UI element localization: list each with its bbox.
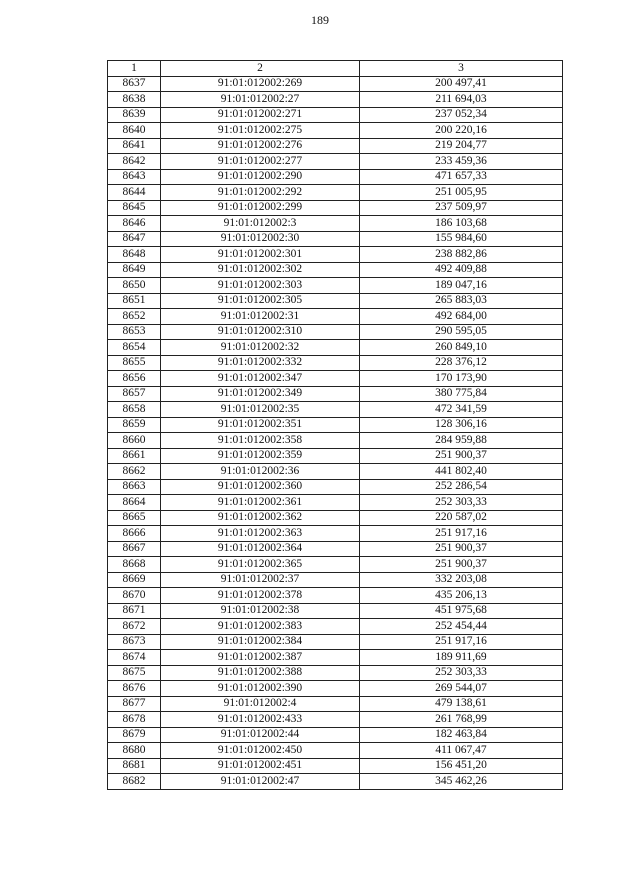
cadastral-number-cell: 91:01:012002:349: [161, 386, 360, 402]
row-number-cell: 8646: [108, 216, 161, 232]
cadastral-number-cell: 91:01:012002:364: [161, 541, 360, 557]
table-row: [108, 526, 563, 542]
row-number-cell: 8661: [108, 448, 161, 464]
value-cell: 200 497,41: [360, 76, 563, 92]
table-row: [108, 309, 563, 325]
cadastral-number-cell: 91:01:012002:277: [161, 154, 360, 170]
value-cell: 290 595,05: [360, 324, 563, 340]
row-number-cell: 8651: [108, 293, 161, 309]
value-cell: 220 587,02: [360, 510, 563, 526]
value-cell: 284 959,88: [360, 433, 563, 449]
table-row: [108, 200, 563, 216]
cadastral-number-cell: 91:01:012002:433: [161, 712, 360, 728]
row-number-cell: 8677: [108, 696, 161, 712]
cadastral-number-cell: 91:01:012002:302: [161, 262, 360, 278]
value-cell: 252 286,54: [360, 479, 563, 495]
row-number-cell: 8674: [108, 650, 161, 666]
table-row: [108, 557, 563, 573]
row-number-cell: 8667: [108, 541, 161, 557]
table-row: [108, 510, 563, 526]
table-row: [108, 216, 563, 232]
value-cell: 252 303,33: [360, 665, 563, 681]
table-row: [108, 464, 563, 480]
cadastral-number-cell: 91:01:012002:4: [161, 696, 360, 712]
row-number-cell: 8639: [108, 107, 161, 123]
row-number-cell: 8676: [108, 681, 161, 697]
table-header-row: [108, 61, 563, 77]
value-cell: 435 206,13: [360, 588, 563, 604]
row-number-cell: 8640: [108, 123, 161, 139]
row-number-cell: 8665: [108, 510, 161, 526]
cadastral-number-cell: 91:01:012002:269: [161, 76, 360, 92]
cadastral-number-cell: 91:01:012002:365: [161, 557, 360, 573]
table-row: [108, 588, 563, 604]
table-row: [108, 727, 563, 743]
value-cell: 251 005,95: [360, 185, 563, 201]
cadastral-number-cell: 91:01:012002:271: [161, 107, 360, 123]
cadastral-number-cell: 91:01:012002:305: [161, 293, 360, 309]
table-body: [108, 76, 563, 789]
row-number-cell: 8642: [108, 154, 161, 170]
value-cell: 251 917,16: [360, 634, 563, 650]
cadastral-number-cell: 91:01:012002:27: [161, 92, 360, 108]
row-number-cell: 8663: [108, 479, 161, 495]
column-header-1: 1: [108, 61, 161, 77]
row-number-cell: 8650: [108, 278, 161, 294]
value-cell: 228 376,12: [360, 355, 563, 371]
row-number-cell: 8645: [108, 200, 161, 216]
value-cell: 492 684,00: [360, 309, 563, 325]
row-number-cell: 8670: [108, 588, 161, 604]
row-number-cell: 8638: [108, 92, 161, 108]
table-row: [108, 681, 563, 697]
value-cell: 479 138,61: [360, 696, 563, 712]
cadastral-number-cell: 91:01:012002:290: [161, 169, 360, 185]
row-number-cell: 8682: [108, 774, 161, 790]
row-number-cell: 8644: [108, 185, 161, 201]
page-number: 189: [311, 13, 329, 27]
table-row: [108, 138, 563, 154]
table-row: [108, 603, 563, 619]
table-row: [108, 324, 563, 340]
cadastral-number-cell: 91:01:012002:47: [161, 774, 360, 790]
table-row: [108, 92, 563, 108]
row-number-cell: 8675: [108, 665, 161, 681]
table-row: [108, 262, 563, 278]
cadastral-number-cell: 91:01:012002:388: [161, 665, 360, 681]
cadastral-number-cell: 91:01:012002:361: [161, 495, 360, 511]
row-number-cell: 8681: [108, 758, 161, 774]
cadastral-number-cell: 91:01:012002:44: [161, 727, 360, 743]
row-number-cell: 8649: [108, 262, 161, 278]
value-cell: 441 802,40: [360, 464, 563, 480]
row-number-cell: 8643: [108, 169, 161, 185]
cadastral-number-cell: 91:01:012002:387: [161, 650, 360, 666]
cadastral-number-cell: 91:01:012002:35: [161, 402, 360, 418]
table-row: [108, 448, 563, 464]
value-cell: 156 451,20: [360, 758, 563, 774]
row-number-cell: 8664: [108, 495, 161, 511]
cadastral-number-cell: 91:01:012002:303: [161, 278, 360, 294]
cadastral-number-cell: 91:01:012002:276: [161, 138, 360, 154]
cadastral-number-cell: 91:01:012002:37: [161, 572, 360, 588]
value-cell: 472 341,59: [360, 402, 563, 418]
value-cell: 251 900,37: [360, 448, 563, 464]
value-cell: 380 775,84: [360, 386, 563, 402]
value-cell: 252 454,44: [360, 619, 563, 635]
value-cell: 251 900,37: [360, 541, 563, 557]
value-cell: 471 657,33: [360, 169, 563, 185]
value-cell: 233 459,36: [360, 154, 563, 170]
value-cell: 189 047,16: [360, 278, 563, 294]
value-cell: 332 203,08: [360, 572, 563, 588]
table-row: [108, 278, 563, 294]
column-header-2: 2: [161, 61, 360, 77]
table-row: [108, 665, 563, 681]
row-number-cell: 8641: [108, 138, 161, 154]
value-cell: 182 463,84: [360, 727, 563, 743]
cadastral-number-cell: 91:01:012002:451: [161, 758, 360, 774]
table-row: [108, 231, 563, 247]
row-number-cell: 8679: [108, 727, 161, 743]
value-cell: 170 173,90: [360, 371, 563, 387]
value-cell: 451 975,68: [360, 603, 563, 619]
row-number-cell: 8668: [108, 557, 161, 573]
cadastral-number-cell: 91:01:012002:31: [161, 309, 360, 325]
cadastral-number-cell: 91:01:012002:362: [161, 510, 360, 526]
value-cell: 128 306,16: [360, 417, 563, 433]
row-number-cell: 8671: [108, 603, 161, 619]
row-number-cell: 8672: [108, 619, 161, 635]
cadastral-number-cell: 91:01:012002:450: [161, 743, 360, 759]
row-number-cell: 8658: [108, 402, 161, 418]
cadastral-number-cell: 91:01:012002:332: [161, 355, 360, 371]
value-cell: 265 883,03: [360, 293, 563, 309]
data-table: [107, 60, 563, 790]
value-cell: 237 509,97: [360, 200, 563, 216]
cadastral-number-cell: 91:01:012002:351: [161, 417, 360, 433]
row-number-cell: 8673: [108, 634, 161, 650]
table-row: [108, 758, 563, 774]
value-cell: 186 103,68: [360, 216, 563, 232]
cadastral-number-cell: 91:01:012002:299: [161, 200, 360, 216]
table-row: [108, 402, 563, 418]
row-number-cell: 8654: [108, 340, 161, 356]
cadastral-number-cell: 91:01:012002:301: [161, 247, 360, 263]
cadastral-number-cell: 91:01:012002:359: [161, 448, 360, 464]
value-cell: 261 768,99: [360, 712, 563, 728]
row-number-cell: 8659: [108, 417, 161, 433]
value-cell: 219 204,77: [360, 138, 563, 154]
table-row: [108, 495, 563, 511]
table-row: [108, 107, 563, 123]
cadastral-number-cell: 91:01:012002:30: [161, 231, 360, 247]
cadastral-number-cell: 91:01:012002:384: [161, 634, 360, 650]
table-row: [108, 154, 563, 170]
cadastral-number-cell: 91:01:012002:38: [161, 603, 360, 619]
cadastral-number-cell: 91:01:012002:347: [161, 371, 360, 387]
row-number-cell: 8637: [108, 76, 161, 92]
row-number-cell: 8662: [108, 464, 161, 480]
cadastral-number-cell: 91:01:012002:310: [161, 324, 360, 340]
table-row: [108, 433, 563, 449]
table-row: [108, 619, 563, 635]
table-row: [108, 634, 563, 650]
table-row: [108, 355, 563, 371]
cadastral-number-cell: 91:01:012002:383: [161, 619, 360, 635]
cadastral-number-cell: 91:01:012002:358: [161, 433, 360, 449]
value-cell: 345 462,26: [360, 774, 563, 790]
cadastral-number-cell: 91:01:012002:360: [161, 479, 360, 495]
row-number-cell: 8648: [108, 247, 161, 263]
cadastral-number-cell: 91:01:012002:275: [161, 123, 360, 139]
cadastral-number-cell: 91:01:012002:378: [161, 588, 360, 604]
row-number-cell: 8652: [108, 309, 161, 325]
table-row: [108, 696, 563, 712]
cadastral-number-cell: 91:01:012002:390: [161, 681, 360, 697]
table-row: [108, 123, 563, 139]
cadastral-number-cell: 91:01:012002:3: [161, 216, 360, 232]
value-cell: 211 694,03: [360, 92, 563, 108]
table-row: [108, 417, 563, 433]
table-row: [108, 371, 563, 387]
cadastral-number-cell: 91:01:012002:32: [161, 340, 360, 356]
value-cell: 252 303,33: [360, 495, 563, 511]
row-number-cell: 8680: [108, 743, 161, 759]
value-cell: 189 911,69: [360, 650, 563, 666]
table-row: [108, 185, 563, 201]
row-number-cell: 8669: [108, 572, 161, 588]
row-number-cell: 8678: [108, 712, 161, 728]
row-number-cell: 8653: [108, 324, 161, 340]
table-row: [108, 169, 563, 185]
column-header-3: 3: [360, 61, 563, 77]
table-row: [108, 479, 563, 495]
table-row: [108, 712, 563, 728]
value-cell: 260 849,10: [360, 340, 563, 356]
row-number-cell: 8660: [108, 433, 161, 449]
table-row: [108, 293, 563, 309]
value-cell: 251 900,37: [360, 557, 563, 573]
value-cell: 492 409,88: [360, 262, 563, 278]
value-cell: 238 882,86: [360, 247, 563, 263]
value-cell: 251 917,16: [360, 526, 563, 542]
cadastral-number-cell: 91:01:012002:363: [161, 526, 360, 542]
table-row: [108, 572, 563, 588]
cadastral-number-cell: 91:01:012002:292: [161, 185, 360, 201]
table-row: [108, 247, 563, 263]
row-number-cell: 8657: [108, 386, 161, 402]
table-row: [108, 541, 563, 557]
table-row: [108, 386, 563, 402]
row-number-cell: 8655: [108, 355, 161, 371]
table-row: [108, 743, 563, 759]
value-cell: 200 220,16: [360, 123, 563, 139]
value-cell: 155 984,60: [360, 231, 563, 247]
value-cell: 269 544,07: [360, 681, 563, 697]
table-row: [108, 76, 563, 92]
row-number-cell: 8656: [108, 371, 161, 387]
value-cell: 411 067,47: [360, 743, 563, 759]
cadastral-number-cell: 91:01:012002:36: [161, 464, 360, 480]
value-cell: 237 052,34: [360, 107, 563, 123]
row-number-cell: 8666: [108, 526, 161, 542]
table-row: [108, 650, 563, 666]
table-row: [108, 774, 563, 790]
row-number-cell: 8647: [108, 231, 161, 247]
table-row: [108, 340, 563, 356]
